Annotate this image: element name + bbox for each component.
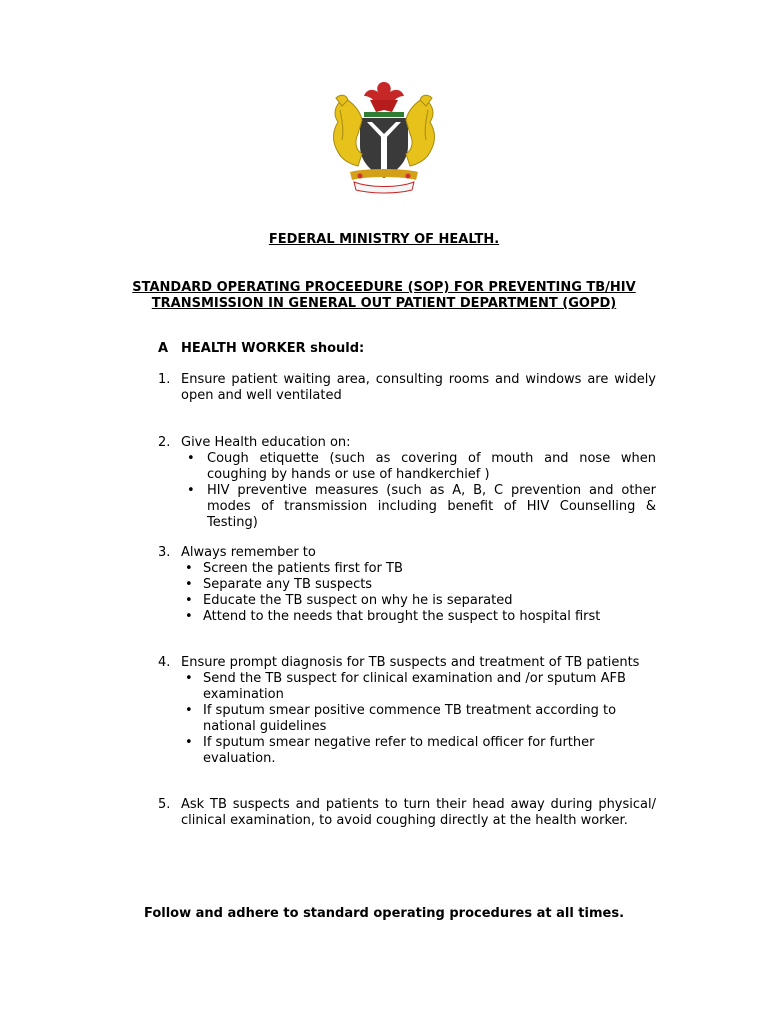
bullet-icon: • [185, 593, 193, 608]
bullet-text: If sputum smear positive commence TB treatment according to national guidelines [203, 703, 617, 734]
bullet-icon: • [187, 451, 195, 466]
bullet-item [181, 593, 656, 609]
item-text: Give Health education on: [181, 435, 351, 450]
bullet-item [181, 609, 656, 625]
section-letter: A [158, 341, 169, 356]
item-number: 2. [158, 435, 171, 450]
bullet-text: Separate any TB suspects [203, 577, 373, 592]
item-text: Ensure prompt diagnosis for TB suspects and treatment of TB patients [181, 655, 640, 670]
item-text: Ask TB suspects and patients to turn their head away during physical/ clinical examination, to avoid coughing directly at the health worker. [181, 797, 656, 828]
item-number: 4. [158, 655, 171, 670]
item-number: 1. [158, 372, 171, 387]
bullet-icon: • [185, 577, 193, 592]
bullet-item [181, 483, 656, 531]
sop-title-line-2: TRANSMISSION IN GENERAL OUT PATIENT DEPARTMENT (GOPD) [151, 296, 617, 311]
bullet-item [181, 703, 633, 735]
ministry-title: FEDERAL MINISTRY OF HEALTH. [268, 232, 500, 247]
bullet-text: Cough etiquette (such as covering of mouth and nose when coughing by hands or use of handkerchief ) [207, 451, 656, 482]
item-text: Ensure patient waiting area, consulting rooms and windows are widely open and well ventilated [181, 372, 656, 403]
bullet-text: Send the TB suspect for clinical examination and /or sputum AFB examination [203, 671, 626, 702]
bullet-text: Educate the TB suspect on why he is separated [203, 593, 513, 608]
coat-of-arms-icon [320, 76, 448, 196]
bullet-item [181, 561, 656, 577]
list-item-1 [158, 372, 656, 404]
section-intro-text: HEALTH WORKER should: [181, 341, 365, 356]
footer-note: Follow and adhere to standard operating procedures at all times. [143, 906, 625, 921]
bullet-item [181, 577, 656, 593]
eagle-icon [364, 82, 404, 112]
bullet-icon: • [187, 483, 195, 498]
bullet-text: HIV preventive measures (such as A, B, C prevention and other modes of transmission including benefit of HIV Counselling & Testing) [207, 483, 656, 530]
bullet-icon: • [185, 735, 193, 750]
bullet-item [181, 451, 656, 483]
left-horse-icon [334, 95, 363, 166]
item-text: Always remember to [181, 545, 316, 560]
right-horse-icon [406, 95, 435, 166]
section-intro [158, 341, 364, 357]
list-item-2 [158, 435, 656, 531]
bullet-item [181, 735, 633, 767]
bullet-item [181, 671, 633, 703]
list-item-4 [158, 655, 656, 767]
sop-title-line-1: STANDARD OPERATING PROCEEDURE (SOP) FOR PREVENTING TB/HIV [132, 280, 636, 295]
bullet-icon: • [185, 609, 193, 624]
list-item-3 [158, 545, 656, 625]
bullet-text: Screen the patients first for TB [203, 561, 403, 576]
bullet-icon: • [185, 671, 193, 686]
sop-title [0, 280, 768, 312]
bullet-text: Attend to the needs that brought the suspect to hospital first [203, 609, 601, 624]
bullet-icon: • [185, 561, 193, 576]
bullet-icon: • [185, 703, 193, 718]
item-number: 3. [158, 545, 171, 560]
list-item-5 [158, 797, 656, 829]
item-number: 5. [158, 797, 171, 812]
bullet-text: If sputum smear negative refer to medical officer for further evaluation. [203, 735, 595, 766]
